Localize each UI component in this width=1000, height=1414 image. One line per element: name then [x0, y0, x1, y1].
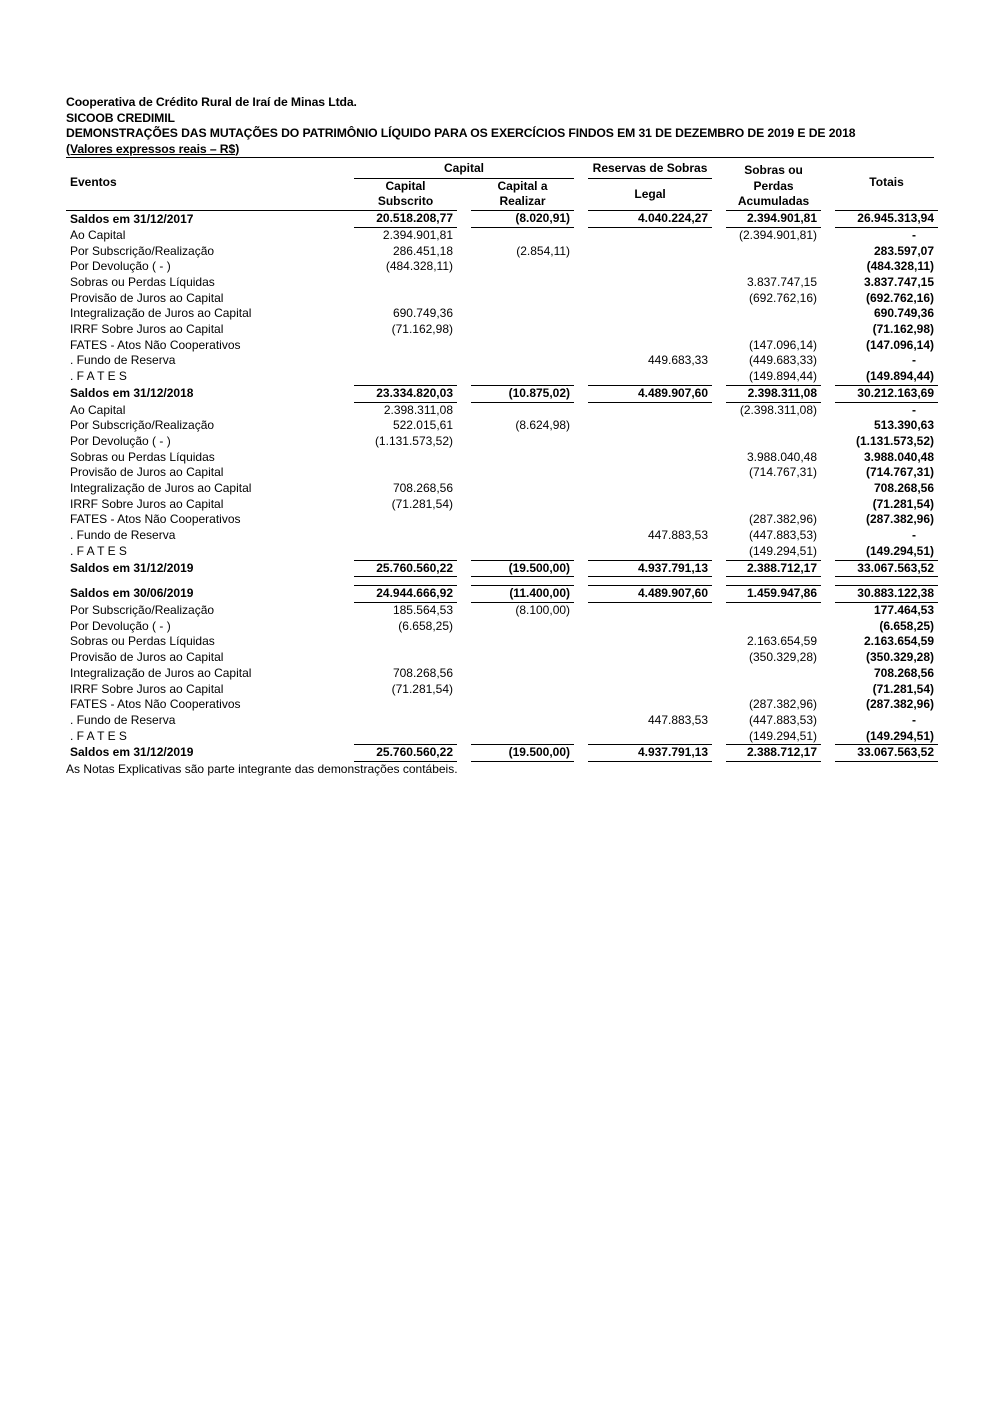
cell-totais: 2.163.654,59 — [863, 634, 935, 649]
cell-legal — [588, 418, 712, 434]
cell-sobras: (447.883,53) — [748, 712, 818, 727]
cell-realizar: (11.400,00) — [471, 585, 574, 603]
cell-legal — [588, 369, 712, 385]
cell-totais: 3.988.040,48 — [863, 449, 935, 464]
cell-sobras — [726, 682, 821, 698]
cell-totais: (692.762,16) — [865, 290, 935, 305]
cell-legal — [588, 338, 712, 354]
cell-legal — [588, 450, 712, 466]
cell-subscrito: 24.944.666,92 — [354, 585, 457, 603]
cell-totais: 513.390,63 — [873, 418, 935, 433]
footnote: As Notas Explicativas são parte integrante das demonstrações contábeis. — [66, 762, 458, 776]
cell-realizar — [471, 353, 574, 369]
cell-legal — [588, 481, 712, 497]
cell-totais: 33.067.563,52 — [835, 560, 938, 578]
event-label: IRRF Sobre Juros ao Capital — [70, 681, 224, 696]
cell-realizar — [471, 322, 574, 338]
cell-legal: 447.883,53 — [647, 528, 709, 543]
event-label: Integralização de Juros ao Capital — [70, 306, 252, 321]
table-row — [66, 403, 938, 419]
cell-subscrito: (71.162,98) — [391, 322, 453, 337]
cell-sobras: (149.294,51) — [748, 543, 818, 558]
balance-row — [66, 585, 938, 603]
cell-subscrito — [354, 450, 457, 466]
balance-row — [66, 385, 938, 403]
cell-subscrito: 20.518.208,77 — [354, 210, 457, 228]
cell-sobras: 3.988.040,48 — [746, 449, 818, 464]
cell-sobras: 2.388.712,17 — [726, 744, 821, 762]
cell-sobras: (692.762,16) — [748, 290, 818, 305]
table-row — [66, 418, 938, 434]
event-label: Provisão de Juros ao Capital — [70, 290, 224, 305]
cell-sobras: (350.329,28) — [748, 650, 818, 665]
cell-sobras — [726, 259, 821, 275]
balance-row — [66, 744, 938, 762]
cell-legal — [588, 512, 712, 528]
cell-sobras: 2.394.901,81 — [726, 210, 821, 228]
cell-subscrito: 286.451,18 — [392, 243, 453, 258]
cell-legal — [588, 650, 712, 666]
cell-legal — [588, 682, 712, 698]
event-label: Por Subscrição/Realização — [70, 418, 215, 433]
cell-totais: (149.294,51) — [865, 543, 935, 558]
cell-legal: 4.937.791,13 — [588, 560, 712, 578]
cell-totais: 708.268,56 — [873, 665, 935, 680]
table-row — [66, 481, 938, 497]
cell-sobras: (287.382,96) — [748, 512, 818, 527]
cell-legal — [588, 403, 712, 419]
table-row — [66, 338, 938, 354]
cell-subscrito: 25.760.560,22 — [354, 744, 457, 762]
event-label: Integralização de Juros ao Capital — [70, 665, 252, 680]
event-label: Provisão de Juros ao Capital — [70, 465, 224, 480]
event-label: Ao Capital — [70, 227, 126, 242]
cell-subscrito: (71.281,54) — [391, 496, 453, 511]
brand-name: SICOOB CREDIMIL — [66, 110, 175, 125]
table-row — [66, 465, 938, 481]
cell-realizar — [471, 481, 574, 497]
cell-totais: (147.096,14) — [865, 337, 935, 352]
cell-subscrito — [354, 544, 457, 560]
cell-subscrito — [354, 353, 457, 369]
cell-sobras: (2.398.311,08) — [739, 402, 818, 417]
cell-legal: 449.683,33 — [647, 353, 709, 368]
equity-changes-table — [66, 159, 938, 762]
cell-sobras: (149.294,51) — [748, 728, 818, 743]
table-row — [66, 666, 938, 682]
table-row — [66, 544, 938, 560]
cell-subscrito: 2.398.311,08 — [383, 402, 453, 417]
event-label: FATES - Atos Não Cooperativos — [70, 512, 241, 527]
event-label: Ao Capital — [70, 402, 126, 417]
table-row — [66, 634, 938, 650]
cell-subscrito: (1.131.573,52) — [374, 433, 453, 448]
cell-totais: (71.281,54) — [872, 681, 935, 696]
cell-sobras: (714.767,31) — [748, 465, 818, 480]
cell-realizar — [471, 650, 574, 666]
event-label: . Fundo de Reserva — [70, 528, 176, 543]
event-label: . Fundo de Reserva — [70, 712, 176, 727]
cell-legal — [588, 497, 712, 513]
cell-realizar: (8.020,91) — [471, 210, 574, 228]
cell-subscrito — [354, 713, 457, 729]
cell-subscrito: 25.760.560,22 — [354, 560, 457, 578]
table-row — [66, 603, 938, 619]
cell-subscrito — [354, 634, 457, 650]
event-label: . F A T E S — [70, 543, 127, 558]
table-row — [66, 682, 938, 698]
cell-totais: 30.212.163,69 — [835, 385, 938, 403]
cell-totais: - — [912, 227, 917, 242]
cell-legal — [588, 634, 712, 650]
cell-subscrito — [354, 729, 457, 745]
cell-subscrito: 185.564,53 — [392, 602, 453, 617]
cell-realizar — [471, 544, 574, 560]
table-row — [66, 306, 938, 322]
cell-totais: (149.894,44) — [865, 369, 935, 384]
cell-totais: 33.067.563,52 — [835, 744, 938, 762]
cell-legal: 447.883,53 — [647, 712, 709, 727]
cell-sobras: (2.394.901,81) — [738, 227, 818, 242]
cell-realizar — [471, 228, 574, 244]
cell-realizar — [471, 369, 574, 385]
cell-totais: 283.597,07 — [873, 243, 935, 258]
cell-legal — [588, 619, 712, 635]
table-row — [66, 291, 938, 307]
header-eventos: Eventos — [70, 175, 117, 189]
cell-totais: 708.268,56 — [873, 481, 935, 496]
cell-subscrito: 708.268,56 — [392, 665, 453, 680]
header-capital-realizar-l2: Realizar — [499, 194, 546, 209]
cell-sobras: (447.883,53) — [748, 528, 818, 543]
cell-sobras — [726, 322, 821, 338]
table-row — [66, 512, 938, 528]
section-second-semester-2019 — [66, 585, 938, 762]
table-row — [66, 244, 938, 260]
cell-totais: (1.131.573,52) — [855, 433, 935, 448]
cell-legal — [588, 244, 712, 260]
cell-realizar — [471, 666, 574, 682]
cell-legal — [588, 228, 712, 244]
table-row — [66, 697, 938, 713]
cell-legal — [588, 697, 712, 713]
cell-sobras — [726, 306, 821, 322]
cell-totais: (6.658,25) — [879, 618, 935, 633]
cell-realizar — [471, 465, 574, 481]
cell-sobras — [726, 418, 821, 434]
table-row — [66, 729, 938, 745]
cell-realizar — [471, 697, 574, 713]
cell-legal — [588, 434, 712, 450]
table-row — [66, 259, 938, 275]
cell-subscrito: (484.328,11) — [385, 259, 453, 274]
cell-realizar — [471, 512, 574, 528]
cell-legal: 4.040.224,27 — [588, 210, 712, 228]
cell-realizar — [471, 259, 574, 275]
event-label: Sobras ou Perdas Líquidas — [70, 634, 215, 649]
section-spacer — [66, 577, 938, 585]
cell-legal: 4.489.907,60 — [588, 585, 712, 603]
cell-totais: 30.883.122,38 — [835, 585, 938, 603]
header-group-capital: Capital — [354, 159, 574, 179]
cell-subscrito — [354, 697, 457, 713]
table-row — [66, 322, 938, 338]
event-label: FATES - Atos Não Cooperativos — [70, 337, 241, 352]
event-label: Sobras ou Perdas Líquidas — [70, 274, 215, 289]
cell-subscrito — [354, 338, 457, 354]
event-label: IRRF Sobre Juros ao Capital — [70, 322, 224, 337]
event-label: Por Devolução ( - ) — [70, 433, 171, 448]
cell-totais: (287.382,96) — [865, 697, 935, 712]
cell-totais: - — [912, 712, 917, 727]
cell-legal — [588, 603, 712, 619]
event-label: Por Devolução ( - ) — [70, 618, 171, 633]
cell-realizar: (19.500,00) — [471, 744, 574, 762]
event-label: Saldos em 31/12/2019 — [70, 745, 194, 760]
cell-subscrito: 522.015,61 — [392, 418, 453, 433]
cell-realizar — [471, 729, 574, 745]
event-label: Por Devolução ( - ) — [70, 259, 171, 274]
document-page — [66, 95, 935, 776]
cell-realizar — [471, 338, 574, 354]
balance-row — [66, 560, 938, 578]
cell-totais: - — [912, 528, 917, 543]
cell-sobras — [726, 481, 821, 497]
cell-sobras: 2.398.311,08 — [726, 385, 821, 403]
cell-totais: (149.294,51) — [865, 728, 935, 743]
cell-realizar — [471, 306, 574, 322]
cell-subscrito — [354, 275, 457, 291]
header-sobras-l1: Sobras ou — [744, 163, 803, 177]
event-label: . Fundo de Reserva — [70, 353, 176, 368]
cell-totais: (71.162,98) — [872, 322, 935, 337]
cell-realizar — [471, 634, 574, 650]
event-label: FATES - Atos Não Cooperativos — [70, 697, 241, 712]
cell-legal — [588, 666, 712, 682]
cell-legal — [588, 291, 712, 307]
event-label: Integralização de Juros ao Capital — [70, 481, 252, 496]
cell-realizar — [471, 434, 574, 450]
table-row — [66, 650, 938, 666]
cell-totais: (71.281,54) — [872, 496, 935, 511]
event-label: IRRF Sobre Juros ao Capital — [70, 496, 224, 511]
table-row — [66, 497, 938, 513]
cell-realizar — [471, 450, 574, 466]
table-row — [66, 369, 938, 385]
cell-totais: 690.749,36 — [873, 306, 935, 321]
cell-subscrito — [354, 369, 457, 385]
table-row — [66, 528, 938, 544]
table-row — [66, 619, 938, 635]
section-2018-2019 — [66, 210, 938, 577]
cell-sobras — [726, 619, 821, 635]
cell-sobras: (147.096,14) — [748, 337, 818, 352]
cell-subscrito — [354, 291, 457, 307]
cell-legal — [588, 465, 712, 481]
cell-legal — [588, 306, 712, 322]
cell-totais: (714.767,31) — [865, 465, 935, 480]
cell-realizar — [471, 275, 574, 291]
header-group-reservas: Reservas de Sobras — [588, 159, 712, 179]
cell-realizar — [471, 713, 574, 729]
event-label: Saldos em 30/06/2019 — [70, 586, 194, 601]
cell-legal: 4.937.791,13 — [588, 744, 712, 762]
cell-realizar: (8.100,00) — [515, 602, 571, 617]
event-label: Por Subscrição/Realização — [70, 243, 215, 258]
cell-sobras: 3.837.747,15 — [746, 274, 818, 289]
event-label: . F A T E S — [70, 369, 127, 384]
event-label: . F A T E S — [70, 728, 127, 743]
header-capital-subscrito-l2: Subscrito — [377, 194, 434, 209]
cell-totais: - — [912, 353, 917, 368]
cell-realizar: (8.624,98) — [515, 418, 571, 433]
event-label: Saldos em 31/12/2019 — [70, 560, 194, 575]
balance-row — [66, 210, 938, 228]
event-label: Provisão de Juros ao Capital — [70, 650, 224, 665]
table-row — [66, 434, 938, 450]
cell-sobras: (287.382,96) — [748, 697, 818, 712]
header-totais: Totais — [869, 175, 904, 189]
table-row — [66, 275, 938, 291]
cell-totais: (287.382,96) — [865, 512, 935, 527]
header-sobras-l2: Perdas — [753, 178, 794, 193]
cell-legal — [588, 259, 712, 275]
header-sobras-l3: Acumuladas — [737, 194, 810, 209]
cell-realizar: (19.500,00) — [471, 560, 574, 578]
cell-subscrito — [354, 512, 457, 528]
cell-sobras: 2.388.712,17 — [726, 560, 821, 578]
cell-sobras — [726, 603, 821, 619]
cell-subscrito — [354, 650, 457, 666]
cell-realizar — [471, 528, 574, 544]
cell-sobras: 2.163.654,59 — [746, 634, 818, 649]
cell-totais: 177.464,53 — [873, 602, 935, 617]
cell-totais: 26.945.313,94 — [835, 210, 938, 228]
top-rule — [66, 157, 934, 158]
cell-sobras — [726, 434, 821, 450]
cell-legal: 4.489.907,60 — [588, 385, 712, 403]
cell-legal — [588, 322, 712, 338]
cell-realizar — [471, 403, 574, 419]
header-capital-subscrito-l1: Capital — [385, 178, 426, 193]
cell-sobras: 1.459.947,86 — [726, 585, 821, 603]
cell-totais: 3.837.747,15 — [863, 274, 935, 289]
event-label: Saldos em 31/12/2017 — [66, 210, 354, 228]
cell-sobras — [726, 244, 821, 260]
cell-totais: (484.328,11) — [866, 259, 935, 274]
cell-sobras: (449.683,33) — [748, 353, 818, 368]
header-legal: Legal — [634, 186, 666, 201]
cell-realizar: (10.875,02) — [471, 385, 574, 403]
cell-subscrito: (6.658,25) — [398, 618, 453, 633]
cell-realizar — [471, 682, 574, 698]
table-row — [66, 713, 938, 729]
cell-subscrito: 23.334.820,03 — [354, 385, 457, 403]
cell-sobras: (149.894,44) — [748, 369, 818, 384]
cell-totais: (350.329,28) — [865, 650, 935, 665]
cell-legal — [588, 544, 712, 560]
cell-subscrito: (71.281,54) — [391, 681, 453, 696]
event-label: Saldos em 31/12/2018 — [70, 385, 194, 400]
cell-sobras — [726, 497, 821, 513]
document-subtitle: (Valores expressos reais – R$) — [66, 141, 240, 156]
event-label: Por Subscrição/Realização — [70, 602, 215, 617]
table-row — [66, 353, 938, 369]
cell-realizar — [471, 291, 574, 307]
document-title: DEMONSTRAÇÕES DAS MUTAÇÕES DO PATRIMÔNIO LÍQUIDO PARA OS EXERCÍCIOS FINDOS EM 31 DE DEZEMBRO DE 2019 E DE 2018 — [66, 126, 856, 140]
cell-realizar — [471, 497, 574, 513]
cell-subscrito — [354, 465, 457, 481]
cell-sobras — [726, 666, 821, 682]
cell-subscrito: 2.394.901,81 — [382, 227, 453, 242]
header-capital-realizar-l1: Capital a — [497, 178, 548, 193]
cell-realizar — [471, 619, 574, 635]
cell-subscrito: 690.749,36 — [392, 306, 453, 321]
table-header — [66, 159, 938, 210]
cell-legal — [588, 729, 712, 745]
cell-legal — [588, 275, 712, 291]
table-row — [66, 450, 938, 466]
cell-realizar: (2.854,11) — [516, 243, 571, 258]
cell-subscrito: 708.268,56 — [392, 481, 453, 496]
event-label: Sobras ou Perdas Líquidas — [70, 449, 215, 464]
cell-totais: - — [912, 402, 917, 417]
cell-subscrito — [354, 528, 457, 544]
table-row — [66, 228, 938, 244]
company-name: Cooperativa de Crédito Rural de Iraí de Minas Ltda. — [66, 95, 357, 109]
